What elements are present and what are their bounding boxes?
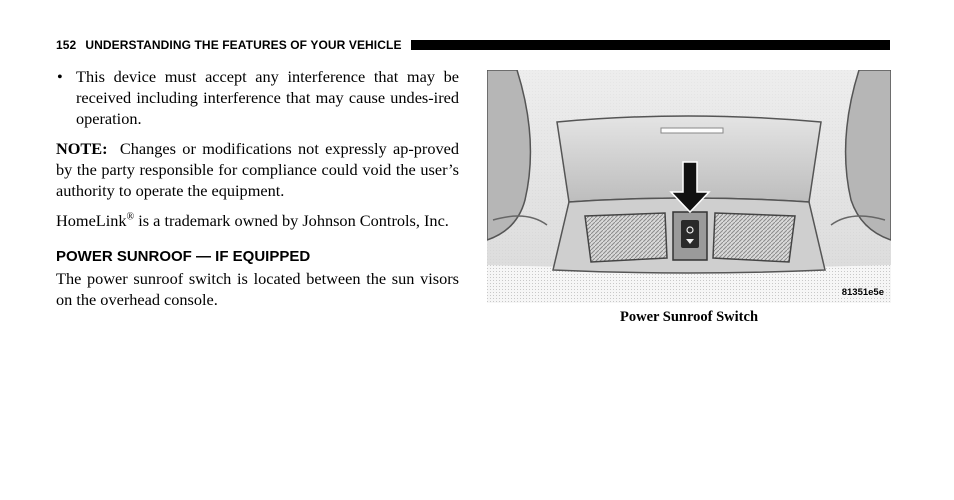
section-heading: POWER SUNROOF — IF EQUIPPED: [56, 248, 311, 265]
header-rule: [411, 40, 890, 50]
note-text: Changes or modifications not expressly ap-proved by the party responsible for compliance could void the user’s authority to operate the equipment.: [56, 139, 459, 200]
overhead-console-illustration: [487, 70, 891, 303]
bullet-icon: •: [57, 67, 63, 86]
page-header: [56, 38, 890, 52]
section-paragraph: The power sunroof switch is located between the sun visors on the overhead console.: [56, 269, 459, 309]
left-map-lamp: [585, 213, 667, 262]
right-map-lamp: [713, 213, 795, 262]
homelink-text: is a trademark owned by Johnson Controls, Inc.: [134, 211, 449, 230]
figure-caption: Power Sunroof Switch: [619, 309, 759, 325]
figure-id: 81351e5e: [841, 287, 884, 298]
registered-mark: ®: [126, 211, 135, 223]
page-number: 152: [56, 38, 77, 52]
sunroof-switch-figure: [487, 70, 891, 303]
text-column: [56, 66, 459, 319]
homelink-name: HomeLink: [56, 211, 127, 230]
note-label: NOTE:: [56, 139, 108, 158]
bullet-text: This device must accept any interference that may be received including interference that may cause undes-ired operation.: [76, 67, 459, 128]
section-title: UNDERSTANDING THE FEATURES OF YOUR VEHICLE: [85, 38, 402, 52]
homelink-paragraph: [56, 210, 459, 231]
note-paragraph: [56, 138, 459, 201]
bullet-item: [56, 66, 459, 129]
